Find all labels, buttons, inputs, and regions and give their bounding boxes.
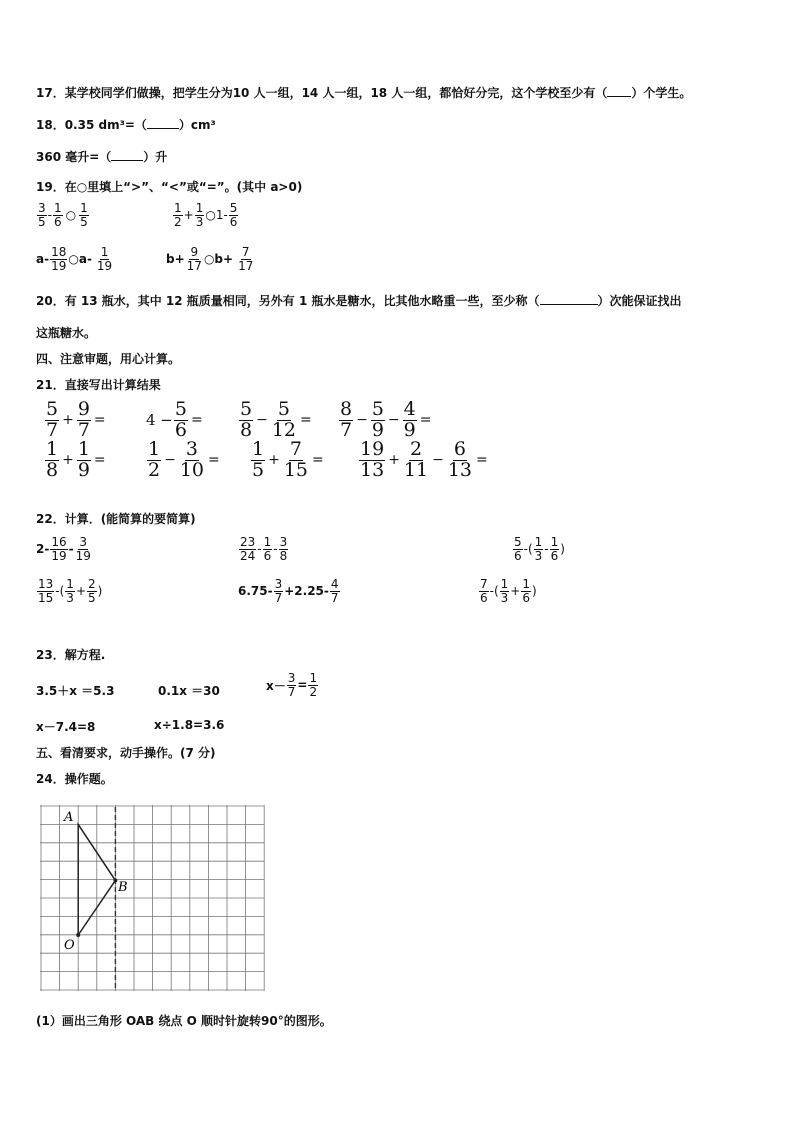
denominator: 5 (252, 458, 265, 481)
numerator: 5 (514, 535, 522, 549)
operator: -( (489, 584, 499, 599)
question-22-title: 22．计算．(能简算的要简算) (36, 512, 196, 526)
q19-expression-4 (166, 246, 255, 272)
q21-expr-3 (238, 400, 314, 441)
operator: - (257, 542, 262, 557)
denominator: 3 (66, 590, 74, 605)
denominator: 7 (46, 418, 59, 441)
numerator: 1 (550, 535, 559, 549)
question-18-line1 (36, 116, 216, 133)
question-20-line2: 这瓶糖水。 (36, 326, 97, 340)
numerator: 18 (51, 245, 67, 259)
denominator: 5 (38, 214, 46, 229)
question-21-title: 21．直接写出计算结果 (36, 378, 161, 392)
expr-text: b+ (166, 252, 185, 267)
numerator: 3 (38, 201, 46, 215)
numerator: 4 (330, 577, 339, 591)
answer-blank[interactable] (540, 292, 598, 305)
denominator: 6 (229, 214, 238, 229)
q23-equation-3 (266, 672, 319, 698)
compare-circle[interactable]: ○ (68, 252, 79, 267)
q23-equation-4: x－7.4=8 (36, 720, 96, 734)
denominator: 19 (75, 548, 91, 563)
operator: + (510, 584, 521, 599)
denominator: 7 (287, 684, 296, 699)
numerator: 9 (77, 398, 90, 420)
equals: = (297, 678, 308, 693)
operator: + (268, 452, 280, 469)
question-20-line1 (36, 292, 682, 309)
question-24-title: 24．操作题。 (36, 772, 113, 786)
answer-blank[interactable] (147, 116, 179, 129)
compare-circle[interactable]: ○ (203, 252, 215, 267)
expr-text: 4 − (146, 411, 173, 430)
q23-equation-1: 3.5＋x ＝5.3 (36, 684, 115, 698)
section-4-heading: 四、注意审题，用心计算。 (36, 352, 181, 366)
compare-circle[interactable]: ○ (205, 208, 216, 223)
numerator: 1 (53, 201, 62, 215)
q21-expr-1 (44, 400, 108, 441)
denominator: 10 (179, 458, 205, 481)
operator: -( (523, 542, 533, 557)
denominator: 19 (96, 258, 113, 273)
numerator: 3 (279, 535, 288, 549)
q18-text: 18．0.35 dm³=（ (36, 118, 147, 132)
operator: − (164, 452, 176, 469)
q19-expression-1 (36, 202, 90, 228)
q22-expr-3 (512, 536, 565, 562)
expr-text: x－ (266, 678, 286, 693)
numerator: 3 (274, 577, 283, 591)
denominator: 8 (46, 458, 59, 481)
denominator: 17 (238, 258, 254, 273)
numerator: 19 (360, 438, 385, 460)
q21-expr-5 (44, 440, 108, 481)
denominator: 2 (174, 214, 182, 229)
equals: = (93, 412, 106, 429)
q22-expr-5 (238, 578, 341, 604)
numerator: 16 (51, 535, 67, 549)
question-23-title: 23．解方程. (36, 648, 106, 662)
question-19-title: 19．在○里填上“>”、“<”或“=”。(其中 a>0) (36, 180, 303, 194)
q23-equation-2: 0.1x ＝30 (158, 684, 220, 698)
denominator: 5 (88, 590, 96, 605)
denominator: 6 (53, 214, 62, 229)
numerator: 8 (340, 398, 353, 420)
numerator: 5 (174, 398, 187, 420)
operator: − (356, 412, 368, 429)
answer-blank[interactable] (111, 148, 143, 161)
denominator: 5 (80, 214, 88, 229)
numerator: 1 (46, 438, 59, 460)
operator: − (387, 412, 400, 429)
operator: ) (97, 584, 103, 599)
numerator: 1 (66, 577, 74, 591)
q22-expr-6 (478, 578, 537, 604)
q18-text-end: ）cm³ (178, 118, 216, 132)
operator: + (388, 452, 400, 469)
q23-equation-5: x÷1.8=3.6 (154, 718, 225, 732)
numerator: 1 (80, 201, 88, 215)
numerator: 1 (174, 201, 182, 215)
q18-line2-text: 360 毫升=（ (36, 150, 112, 164)
q22-expr-2 (238, 536, 289, 562)
operator: + (62, 412, 74, 429)
numerator: 7 (480, 577, 488, 591)
denominator: 3 (534, 548, 543, 563)
numerator: 1 (309, 671, 318, 685)
denominator: 6 (480, 590, 488, 605)
equals: = (93, 452, 106, 469)
expr-text: b+ (214, 252, 234, 267)
denominator: 8 (240, 418, 253, 441)
denominator: 24 (240, 548, 256, 563)
equals: = (312, 452, 324, 469)
numerator: 7 (241, 245, 250, 259)
denominator: 9 (371, 418, 384, 441)
operator: + (62, 452, 74, 469)
q19-expression-3 (36, 246, 114, 272)
q21-expr-7 (250, 440, 326, 481)
grid-lines (40, 805, 264, 991)
numerator: 5 (229, 201, 238, 215)
operator: + (75, 584, 86, 599)
q24-sub-question-1: (1）画出三角形 OAB 绕点 O 顺时针旋转90°的图形。 (36, 1014, 332, 1028)
numerator: 5 (277, 398, 290, 420)
question-18-line2 (36, 148, 167, 165)
expr-text: 6.75- (238, 584, 273, 599)
equals: = (300, 412, 312, 429)
denominator: 15 (38, 590, 54, 605)
numerator: 3 (79, 535, 88, 549)
denominator: 19 (51, 548, 67, 563)
numerator: 2 (88, 577, 96, 591)
equals: = (208, 452, 220, 469)
operator: +2.25- (284, 584, 329, 599)
numerator: 1 (263, 535, 272, 549)
grid-diagram[interactable] (40, 805, 266, 991)
q18-line2-end: ）升 (143, 150, 168, 164)
denominator: 2 (309, 684, 318, 699)
q17-text: 17．某学校同学们做操，把学生分为10 人一组，14 人一组，18 人一组，都恰好分完，这个学校至少有（ (36, 86, 608, 100)
numerator: 3 (185, 438, 198, 460)
equals: = (476, 452, 488, 469)
numerator: 1 (522, 577, 530, 591)
denominator: 7 (330, 590, 339, 605)
numerator: 5 (240, 398, 253, 420)
denominator: 6 (522, 590, 530, 605)
numerator: 7 (289, 438, 302, 460)
operator: -( (55, 584, 65, 599)
equals: = (190, 412, 203, 429)
numerator: 1 (500, 577, 509, 591)
numerator: 1 (77, 438, 90, 460)
denominator: 17 (186, 258, 202, 273)
label-b: B (118, 880, 128, 895)
denominator: 13 (360, 458, 385, 481)
compare-circle[interactable]: ○ (65, 208, 77, 223)
denominator: 7 (340, 418, 353, 441)
point-o (76, 933, 80, 937)
denominator: 15 (283, 458, 309, 481)
operator: - (47, 208, 52, 223)
q19-expression-2 (172, 202, 239, 228)
numerator: 1 (148, 438, 161, 460)
numerator: 1 (195, 201, 204, 215)
denominator: 6 (263, 548, 272, 563)
q21-expr-8 (358, 440, 490, 481)
numerator: 2 (409, 438, 423, 460)
denominator: 3 (195, 214, 204, 229)
label-a: A (64, 810, 74, 825)
numerator: 6 (453, 438, 466, 460)
denominator: 2 (148, 458, 161, 481)
denominator: 19 (51, 258, 67, 273)
denominator: 7 (274, 590, 283, 605)
q22-expr-4 (36, 578, 102, 604)
denominator: 3 (500, 590, 509, 605)
section-5-heading: 五、看清要求，动手操作。(7 分) (36, 746, 216, 760)
numerator: 4 (403, 398, 416, 420)
expr-text: 1- (215, 208, 228, 223)
operator: - (68, 542, 74, 557)
label-o: O (64, 938, 75, 953)
denominator: 9 (403, 418, 416, 441)
operator: + (183, 208, 194, 223)
equals: = (419, 412, 432, 429)
q20-text-end: ）次能保证找出 (597, 294, 682, 308)
operator: - (273, 542, 278, 557)
numerator: 1 (100, 245, 109, 259)
point-b (113, 878, 117, 882)
q17-text-end: ）个学生。 (631, 86, 692, 100)
denominator: 8 (279, 548, 288, 563)
denominator: 6 (550, 548, 559, 563)
denominator: 12 (271, 418, 297, 441)
numerator: 13 (38, 577, 54, 591)
denominator: 9 (77, 458, 90, 481)
operator: − (256, 412, 268, 429)
operator: - (544, 542, 549, 557)
q21-expr-2 (146, 400, 205, 441)
denominator: 7 (77, 418, 90, 441)
operator: − (432, 452, 444, 469)
expr-text: a- (36, 252, 50, 267)
operator: ) (560, 542, 565, 557)
q21-expr-6 (146, 440, 222, 481)
numerator: 1 (534, 535, 543, 549)
expr-text: a- (78, 252, 92, 267)
numerator: 3 (287, 671, 296, 685)
denominator: 11 (403, 458, 429, 481)
question-17 (36, 84, 691, 101)
expr-text: 2- (36, 542, 50, 557)
numerator: 5 (46, 398, 59, 420)
answer-blank[interactable] (607, 84, 631, 97)
denominator: 6 (174, 418, 187, 441)
operator: ) (532, 584, 537, 599)
denominator: 13 (447, 458, 473, 481)
numerator: 23 (240, 535, 256, 549)
numerator: 1 (252, 438, 265, 460)
q20-text: 20．有 13 瓶水，其中 12 瓶质量相同，另外有 1 瓶水是糖水，比其他水略重一些，至少称（ (36, 294, 540, 308)
q21-expr-4 (338, 400, 433, 441)
denominator: 6 (514, 548, 522, 563)
numerator: 5 (371, 398, 384, 420)
numerator: 9 (190, 245, 199, 259)
q22-expr-1 (36, 536, 93, 562)
